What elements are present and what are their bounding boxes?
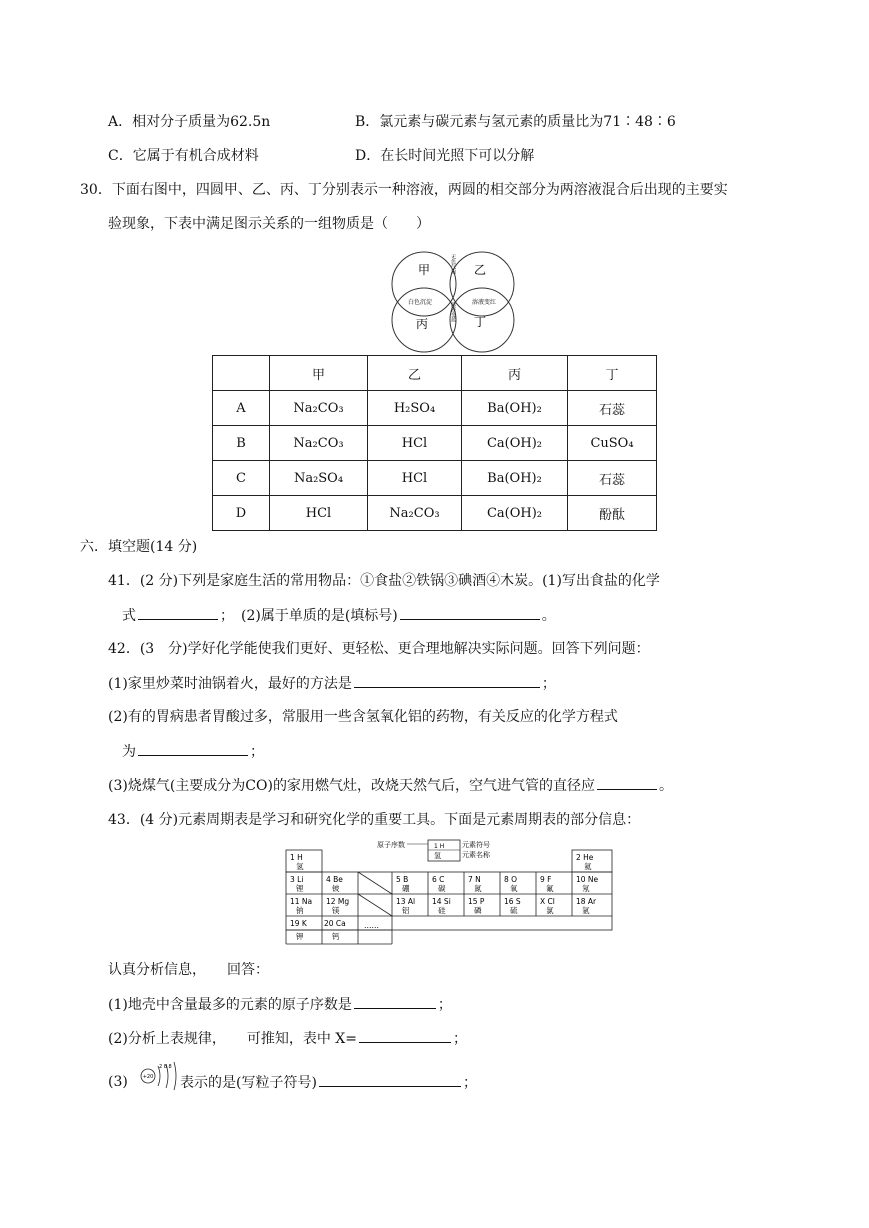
element-cell: 镁 bbox=[332, 906, 340, 915]
table-cell: Ca(OH)₂ bbox=[462, 496, 568, 531]
answer-blank[interactable] bbox=[359, 1028, 451, 1043]
table-row bbox=[213, 391, 657, 426]
element-cell: 铝 bbox=[402, 906, 410, 915]
option-b: B．氯元素与碳元素与氢元素的质量比为71∶48∶6 bbox=[355, 114, 676, 130]
element-cell: 2 He bbox=[576, 853, 594, 862]
legend-sym-label: 元素符号 bbox=[462, 841, 490, 849]
element-cell: 氦 bbox=[584, 862, 592, 871]
table-row bbox=[213, 461, 657, 496]
table-cell: 石蕊 bbox=[568, 391, 657, 426]
element-cell: 磷 bbox=[474, 906, 482, 915]
element-cell: 1 H bbox=[290, 853, 303, 862]
table-cell: HCl bbox=[368, 461, 462, 496]
row-label: B bbox=[213, 426, 270, 461]
table-header-bing: 丙 bbox=[462, 356, 568, 391]
legend-name-label: 元素名称 bbox=[462, 851, 490, 859]
q43-p2: (2)分析上表规律， 可推知，表中 X= ； bbox=[108, 1028, 467, 1049]
table-cell: HCl bbox=[270, 496, 368, 531]
element-cell: 氧 bbox=[510, 884, 518, 893]
element-cell: 6 C bbox=[432, 875, 445, 884]
legend-num-label: 原子序数 bbox=[377, 841, 405, 849]
venn-bing: 丙 bbox=[416, 317, 429, 331]
atom-shells: 2 8 8 bbox=[159, 1064, 172, 1070]
element-cell: 硼 bbox=[402, 884, 410, 893]
q43-p1: (1)地壳中含量最多的元素的原子序数是 ； bbox=[108, 994, 452, 1015]
answer-blank[interactable] bbox=[400, 605, 540, 620]
q41-line1: 41．(2 分)下列是家庭生活的常用物品：①食盐②铁锅③碘酒④木炭。(1)写出食盐的化学 bbox=[108, 573, 660, 589]
table-cell: HCl bbox=[368, 426, 462, 461]
element-cell: 碳 bbox=[438, 884, 446, 893]
venn-jia: 甲 bbox=[418, 263, 431, 277]
table-cell: Na₂CO₃ bbox=[270, 391, 368, 426]
table-header-empty bbox=[213, 356, 270, 391]
answer-blank[interactable] bbox=[138, 741, 248, 756]
table-cell: Na₂CO₃ bbox=[270, 426, 368, 461]
element-cell: 3 Li bbox=[290, 875, 304, 884]
periodic-table-figure bbox=[282, 838, 618, 948]
element-cell: 硅 bbox=[438, 906, 446, 915]
table-header-ding: 丁 bbox=[568, 356, 657, 391]
element-cell: 11 Na bbox=[290, 897, 313, 906]
q42-line1: 42．(3 分)学好化学能使我们更好、更轻松、更合理地解决实际问题。回答下列问题： bbox=[108, 641, 650, 657]
element-cell: 锂 bbox=[296, 884, 304, 893]
table-cell: 酚酞 bbox=[568, 496, 657, 531]
table-cell: 石蕊 bbox=[568, 461, 657, 496]
table-cell: CuSO₄ bbox=[568, 426, 657, 461]
table-cell: Na₂CO₃ bbox=[368, 496, 462, 531]
venn-top-label: 无色气泡 bbox=[450, 254, 456, 274]
element-cell: 7 N bbox=[468, 875, 481, 884]
element-cell: 氮 bbox=[474, 884, 482, 893]
q43-prompt: 认真分析信息， 回答： bbox=[108, 962, 269, 978]
element-cell: 氩 bbox=[582, 906, 590, 915]
element-cell: 硫 bbox=[510, 906, 518, 915]
venn-ding: 丁 bbox=[474, 315, 487, 329]
element-cell: 氟 bbox=[546, 884, 554, 893]
atom-structure-diagram bbox=[140, 1060, 182, 1094]
answer-blank[interactable] bbox=[354, 673, 540, 688]
legend-cell-num: 1 H bbox=[434, 843, 445, 850]
legend-cell-name: 氢 bbox=[434, 852, 441, 860]
row-label: D bbox=[213, 496, 270, 531]
table-cell: H₂SO₄ bbox=[368, 391, 462, 426]
q30-table bbox=[212, 355, 657, 531]
element-cell: 4 Be bbox=[326, 875, 343, 884]
element-cell: 16 S bbox=[504, 897, 521, 906]
element-cell: 9 F bbox=[540, 875, 552, 884]
element-cell: 19 K bbox=[290, 919, 307, 928]
element-cell: 15 P bbox=[468, 897, 485, 906]
row-label: C bbox=[213, 461, 270, 496]
venn-bottom-label: 溶液变蓝 bbox=[450, 302, 456, 322]
element-cell: 8 O bbox=[504, 875, 518, 884]
q30-line2: 验现象，下表中满足图示关系的一组物质是（ ） bbox=[108, 216, 430, 232]
table-row bbox=[213, 496, 657, 531]
table-header-yi: 乙 bbox=[368, 356, 462, 391]
venn-diagram bbox=[388, 250, 518, 354]
q43-line1: 43．(4 分)元素周期表是学习和研究化学的重要工具。下面是元素周期表的部分信息： bbox=[108, 812, 641, 828]
element-cell: 铍 bbox=[332, 884, 340, 893]
answer-blank[interactable] bbox=[597, 775, 657, 790]
table-header-jia: 甲 bbox=[270, 356, 368, 391]
q30-line1: 30．下面右图中，四圆甲、乙、丙、丁分别表示一种溶液，两圆的相交部分为两溶液混合后出现的主要实 bbox=[80, 182, 728, 198]
venn-left-label: 白色沉淀 bbox=[407, 299, 433, 306]
table-cell: Ba(OH)₂ bbox=[462, 461, 568, 496]
table-row bbox=[213, 426, 657, 461]
element-cell: 氯 bbox=[546, 906, 554, 915]
answer-blank[interactable] bbox=[354, 994, 436, 1009]
q42-p2: (2)有的胃病患者胃酸过多，常服用一些含氢氧化铝的药物，有关反应的化学方程式 bbox=[108, 709, 618, 725]
answer-blank[interactable] bbox=[138, 605, 218, 620]
element-cell: 12 Mg bbox=[326, 897, 350, 906]
table-cell: Na₂SO₄ bbox=[270, 461, 368, 496]
element-cell: 13 Al bbox=[396, 897, 416, 906]
element-cell: X Cl bbox=[540, 897, 555, 906]
element-cell: 18 Ar bbox=[576, 897, 597, 906]
section-title: 六．填空题(14 分) bbox=[80, 539, 198, 555]
option-d: D．在长时间光照下可以分解 bbox=[355, 148, 535, 164]
element-cell: 10 Ne bbox=[576, 875, 599, 884]
element-cell: 钙 bbox=[332, 932, 340, 941]
table-cell: Ca(OH)₂ bbox=[462, 426, 568, 461]
answer-blank[interactable] bbox=[319, 1072, 461, 1087]
element-cell: 氖 bbox=[582, 884, 590, 893]
q41-line2: 式 ； (2)属于单质的是(填标号) 。 bbox=[122, 605, 556, 626]
atom-nucleus: +20 bbox=[142, 1074, 154, 1080]
q43-p3a: (3) bbox=[108, 1074, 128, 1090]
element-cell: 20 Ca bbox=[324, 919, 346, 928]
element-cell: 14 Si bbox=[432, 897, 451, 906]
ellipsis: …… bbox=[364, 921, 379, 930]
venn-yi: 乙 bbox=[474, 263, 487, 277]
row-label: A bbox=[213, 391, 270, 426]
table-cell: Ba(OH)₂ bbox=[462, 391, 568, 426]
q42-p1: (1)家里炒菜时油锅着火，最好的方法是 ； bbox=[108, 673, 556, 694]
option-a: A．相对分子质量为62.5n bbox=[108, 114, 271, 130]
q42-p3: (3)烧煤气(主要成分为CO)的家用燃气灶，改烧天然气后，空气进气管的直径应 。 bbox=[108, 775, 673, 796]
option-c: C．它属于有机合成材料 bbox=[108, 148, 259, 164]
element-cell: 氢 bbox=[296, 862, 304, 871]
venn-right-label: 溶液变红 bbox=[471, 299, 497, 306]
q43-p3: 表示的是(写粒子符号) ； bbox=[180, 1072, 477, 1093]
q42-p2b: 为 ； bbox=[122, 741, 264, 762]
element-cell: 钾 bbox=[296, 932, 304, 941]
element-cell: 钠 bbox=[296, 906, 304, 915]
element-cell: 5 B bbox=[396, 875, 409, 884]
